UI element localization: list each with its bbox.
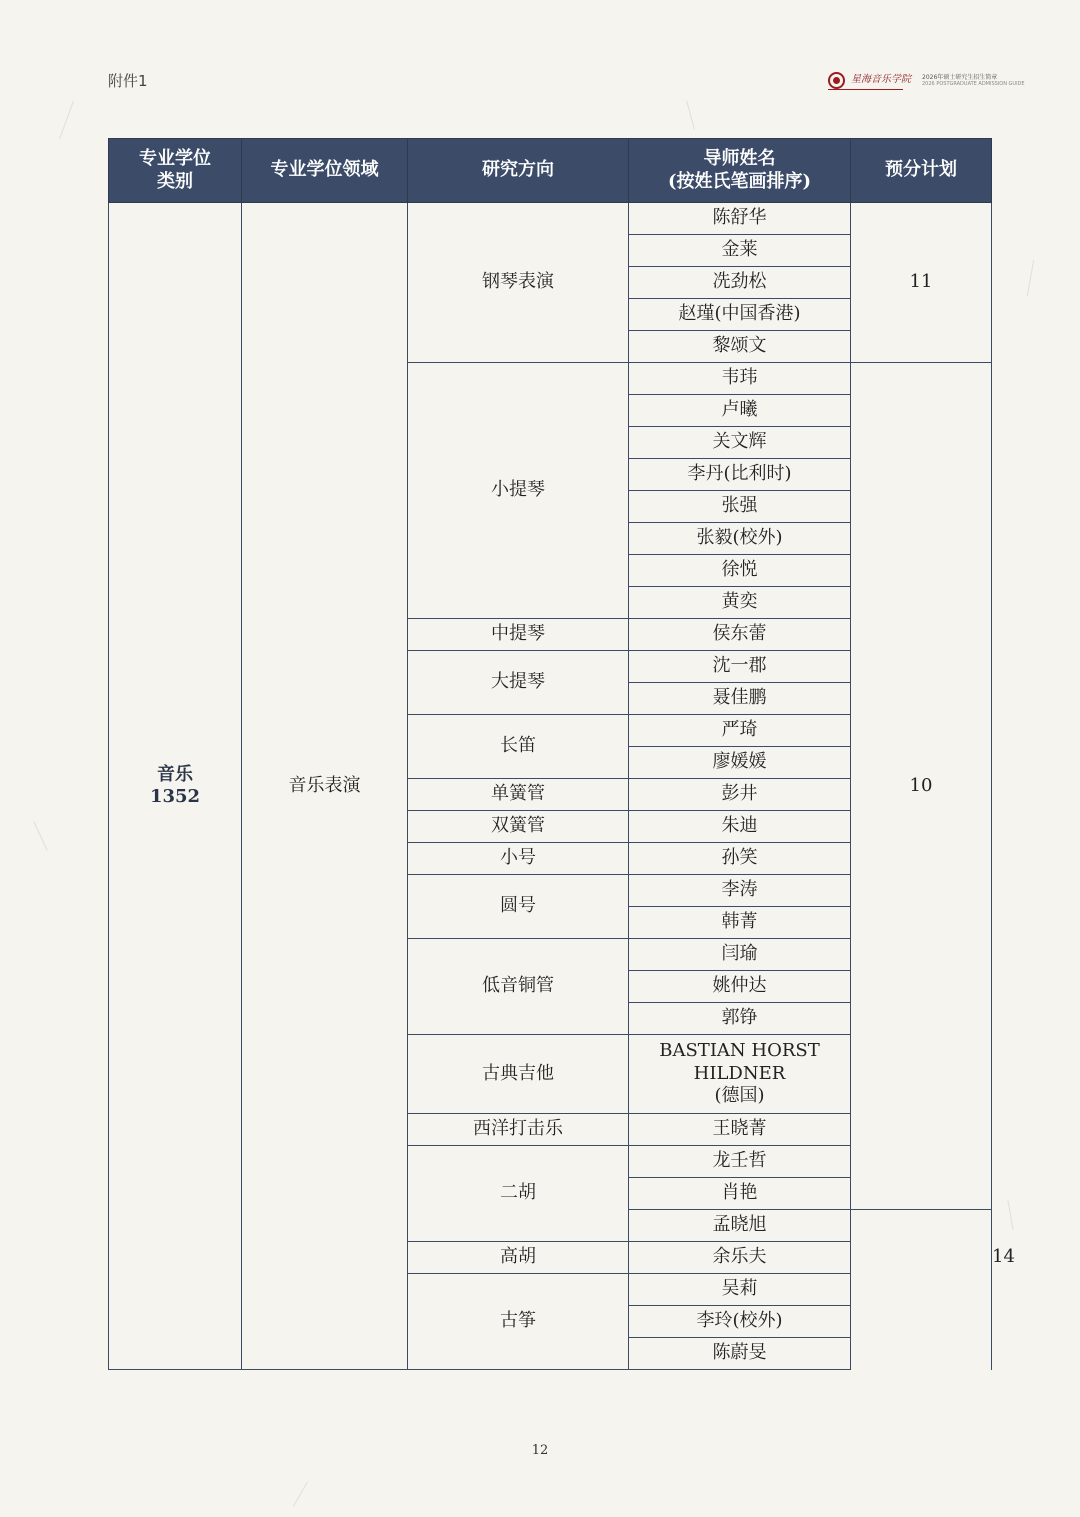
direction-flute: 长笛 — [408, 715, 629, 779]
direction-guzheng: 古筝 — [408, 1274, 629, 1370]
supervisor-cell: 侯东蕾 — [629, 619, 851, 651]
supervisor-cell: 韦玮 — [629, 363, 851, 395]
supervisor-cell: 王晓菁 — [629, 1114, 851, 1146]
supervisor-cell: 吴莉 — [629, 1274, 851, 1306]
degree-field-cell: 音乐表演 — [242, 203, 408, 1370]
direction-viola: 中提琴 — [408, 619, 629, 651]
header-plan: 预分计划 — [851, 139, 992, 203]
direction-piano: 钢琴表演 — [408, 203, 629, 363]
supervisor-cell: 李丹(比利时) — [629, 459, 851, 491]
supervisor-cell: 陈蔚旻 — [629, 1338, 851, 1370]
supervisor-cell: 赵瑾(中国香港) — [629, 299, 851, 331]
supervisor-cell: 郭铮 — [629, 1003, 851, 1035]
supervisor-cell: 闫瑜 — [629, 939, 851, 971]
supervisor-table — [108, 138, 1015, 1370]
school-logo — [828, 70, 1025, 90]
supervisor-cell: 李玲(校外) — [629, 1306, 851, 1338]
supervisor-cell: 沈一郡 — [629, 651, 851, 683]
attachment-label: 附件1 — [108, 72, 148, 90]
supervisor-cell: 朱迪 — [629, 811, 851, 843]
direction-trumpet: 小号 — [408, 843, 629, 875]
supervisor-cell: 李涛 — [629, 875, 851, 907]
direction-gaohu: 高胡 — [408, 1242, 629, 1274]
supervisor-cell: 徐悦 — [629, 555, 851, 587]
direction-lowbrass: 低音铜管 — [408, 939, 629, 1035]
supervisor-cell: 姚仲达 — [629, 971, 851, 1003]
page-number: 12 — [531, 1443, 549, 1458]
plan-cell-2: 10 — [851, 363, 992, 1210]
supervisor-cell: 关文辉 — [629, 427, 851, 459]
supervisor-cell: 余乐夫 — [629, 1242, 851, 1274]
degree-category-cell: 音乐 1352 — [109, 203, 242, 1370]
direction-clarinet: 单簧管 — [408, 779, 629, 811]
table-row: 二胡 龙壬哲 14 — [109, 1146, 992, 1178]
supervisor-cell: BASTIAN HORST HILDNER (德国) — [629, 1035, 851, 1114]
supervisor-cell: 张强 — [629, 491, 851, 523]
supervisor-cell: 孟晓旭 — [629, 1210, 851, 1242]
supervisor-cell: 肖艳 — [629, 1178, 851, 1210]
direction-guitar: 古典吉他 — [408, 1035, 629, 1114]
school-seal-icon — [828, 72, 845, 89]
direction-horn: 圆号 — [408, 875, 629, 939]
supervisor-cell: 张毅(校外) — [629, 523, 851, 555]
supervisor-cell: 彭井 — [629, 779, 851, 811]
direction-erhu: 二胡 — [408, 1146, 629, 1242]
brochure-title: 2026年硕士研究生招生简章 — [922, 74, 998, 81]
supervisor-cell: 孙笑 — [629, 843, 851, 875]
school-name: 星海音乐学院 — [851, 74, 911, 85]
supervisor-cell: 廖媛媛 — [629, 747, 851, 779]
header-supervisor: 导师姓名 (按姓氏笔画排序) — [629, 139, 851, 203]
supervisor-cell: 陈舒华 — [629, 203, 851, 235]
header-field: 专业学位领域 — [242, 139, 408, 203]
direction-violin: 小提琴 — [408, 363, 629, 619]
supervisor-cell: 龙壬哲 — [629, 1146, 851, 1178]
supervisor-cell: 金莱 — [629, 235, 851, 267]
plan-cell-1: 11 — [851, 203, 992, 363]
direction-oboe: 双簧管 — [408, 811, 629, 843]
direction-cello: 大提琴 — [408, 651, 629, 715]
brochure-title-en: 2026 POSTGRADUATE ADMISSION GUIDE — [922, 81, 1025, 87]
supervisor-cell: 黎颂文 — [629, 331, 851, 363]
direction-percussion: 西洋打击乐 — [408, 1114, 629, 1146]
table-row — [109, 203, 992, 235]
header-direction: 研究方向 — [408, 139, 629, 203]
logo-rule — [828, 89, 903, 90]
supervisor-cell: 韩菁 — [629, 907, 851, 939]
supervisor-cell: 严琦 — [629, 715, 851, 747]
header-category: 专业学位 类别 — [109, 139, 242, 203]
table-header-row — [109, 139, 992, 203]
supervisor-cell: 卢曦 — [629, 395, 851, 427]
supervisor-cell: 黄奕 — [629, 587, 851, 619]
supervisor-cell: 聂佳鹏 — [629, 683, 851, 715]
supervisor-cell: 冼劲松 — [629, 267, 851, 299]
